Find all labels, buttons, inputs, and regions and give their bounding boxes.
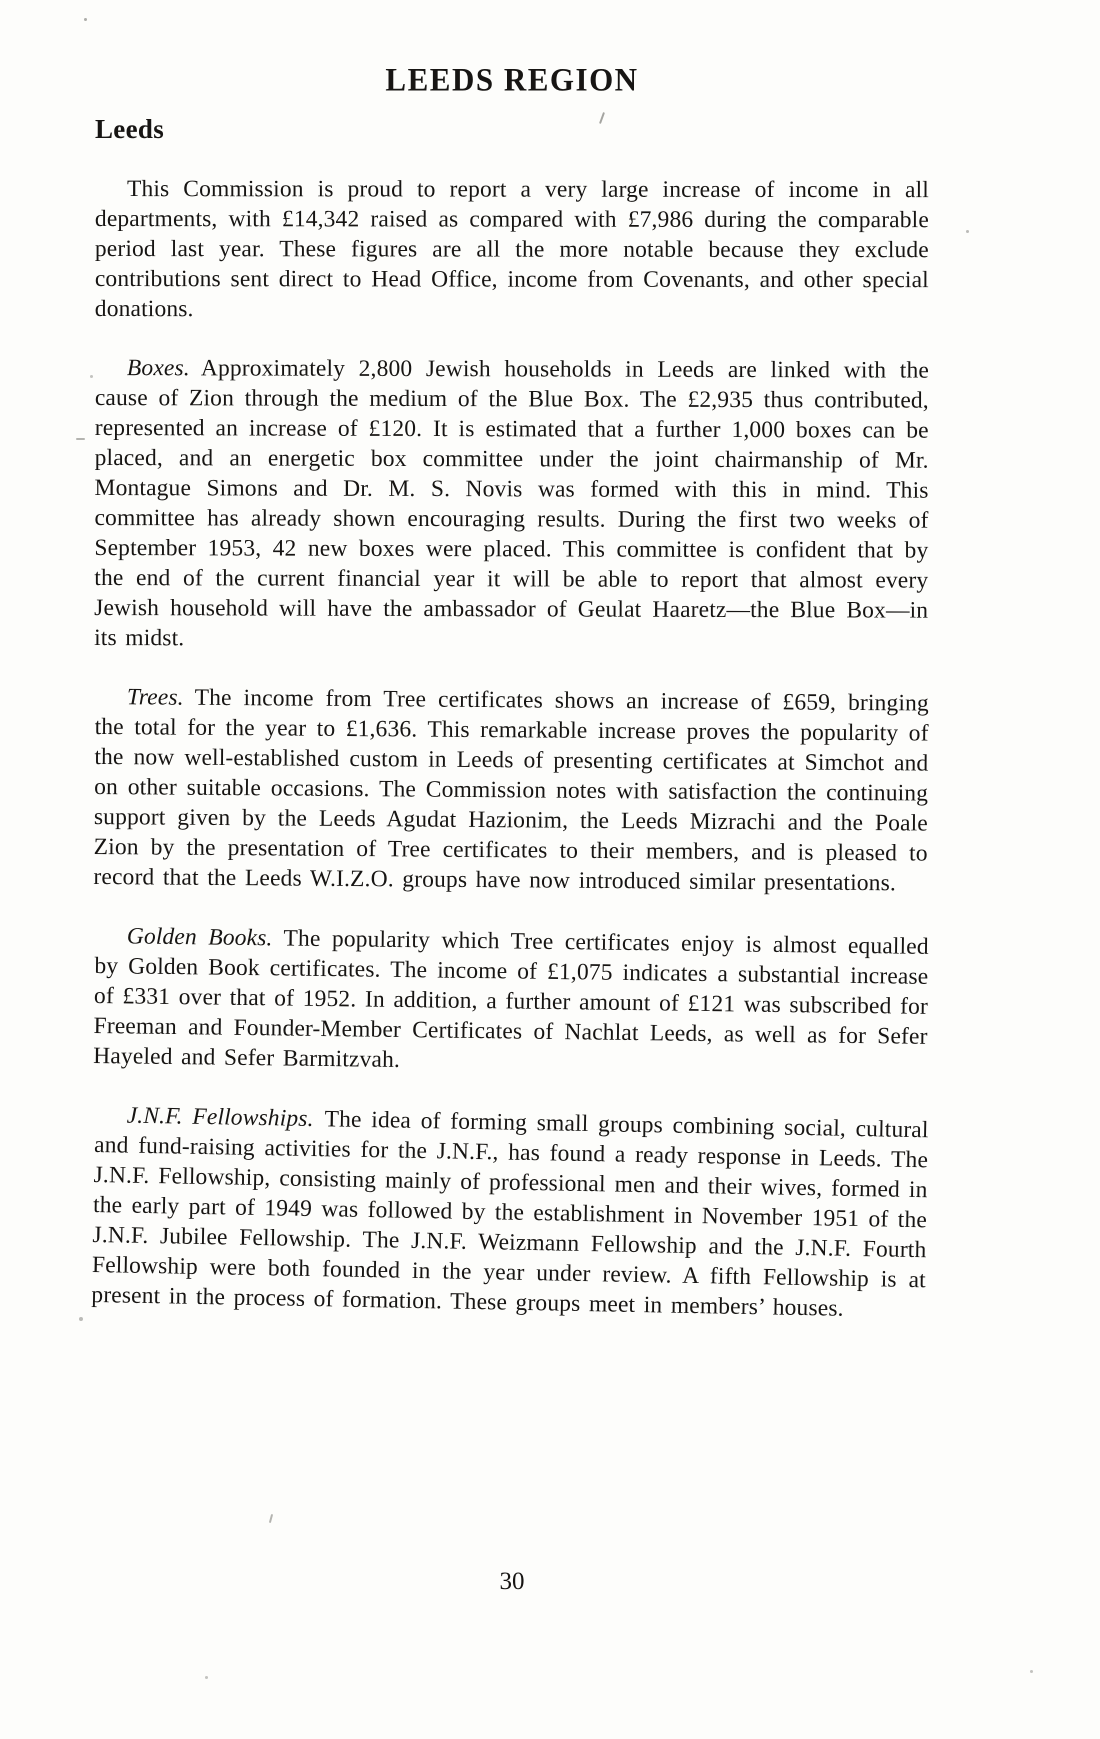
paragraph-golden-books bbox=[93, 921, 929, 1082]
paragraph-lead: J.N.F. Fellowships. bbox=[126, 1102, 314, 1133]
scan-artifact bbox=[1030, 1670, 1033, 1673]
paragraph-lead: Boxes. bbox=[126, 355, 190, 382]
scan-artifact bbox=[966, 230, 969, 233]
paragraph-jnf-fellowships bbox=[91, 1100, 929, 1325]
paragraph-text: The idea of forming small groups combining social, cultural and fund-raising activities for the J.N.F., has found a ready response in Leeds. The J.N.F. Fellowship, consisting mainly of professional men and their wives, formed in the early part of 1949 was followed by the establishment in November 1951 of the J.N.F. Jubilee Fellowship. The J.N.F. Weizmann Fellowship and the J.N.F. Fourth Fellowship were both founded in the year under review. A fifth Fellowship is at present in the process of formation. These groups meet in members’ houses. bbox=[91, 1106, 929, 1322]
paragraph-lead: Trees. bbox=[126, 684, 184, 711]
paragraph-lead: Golden Books. bbox=[126, 923, 273, 952]
paragraph-boxes bbox=[94, 353, 929, 656]
paragraph-text: The popularity which Tree certificates enjoy is almost equalled by Golden Book certificates. The income of £1,075 indicates a substantial increase of £331 over that of 1952. In addition, a further amount of £121 was subscribed for Freeman and Founder-Member Certificates of Nachlat Leeds, as well as for Sefer Hayeled and Sefer Barmitzvah. bbox=[93, 925, 929, 1074]
scan-artifact bbox=[76, 438, 85, 440]
scan-artifact bbox=[79, 1317, 83, 1321]
paragraph-text: The income from Tree certificates shows an increase of £659, bringing the total for the year to £1,636. This remarkable increase proves the popularity of the now well-established custom in Leeds of presenting certificates at Simchot and on other suitable occasions. The Commission notes with satisfaction the continuing support given by the Leeds Agudat Hazionim, the Leeds Mizrachi and the Poale Zion by the presentation of Tree certificates to their members, and is pleased to record that the Leeds W.I.Z.O. groups have now introduced similar presentations. bbox=[93, 684, 929, 897]
scan-artifact bbox=[205, 1676, 208, 1679]
text-column bbox=[91, 61, 929, 1322]
city-subheading: Leeds bbox=[95, 114, 164, 144]
paragraph-text: This Commission is proud to report a very large increase of income in all departments, with £14,342 raised as compared with £7,986 during the comparable period last year. These figures are all the more notable because they exclude contributions sent direct to Head Office, income from Covenants, and other special donations. bbox=[94, 176, 929, 323]
paragraph-text: Approximately 2,800 Jewish households in Leeds are linked with the cause of Zion through the medium of the Blue Box. The £2,935 thus contributed, represented an increase of £120. It is estimated that a further 1,000 boxes can be placed, and an energetic box committee under the joint chairmanship of Mr. Montague Simons and Dr. M. S. Novis was formed with this in mind. This committee has already shown encouraging results. During the first two weeks of September 1953, 42 new boxes were placed. This committee is confident that by the end of the current financial year it will be able to report that almost every Jewish household will have the ambassador of Geulat Haaretz—the Blue Box—in its midst. bbox=[94, 355, 929, 652]
paragraph-trees bbox=[93, 682, 929, 899]
page-number: 30 bbox=[499, 1568, 525, 1595]
scan-artifact bbox=[269, 1514, 273, 1523]
region-heading: LEEDS REGION bbox=[385, 61, 639, 98]
scan-artifact bbox=[90, 375, 93, 378]
scan-artifact bbox=[84, 18, 87, 21]
paragraph-intro bbox=[95, 174, 929, 325]
